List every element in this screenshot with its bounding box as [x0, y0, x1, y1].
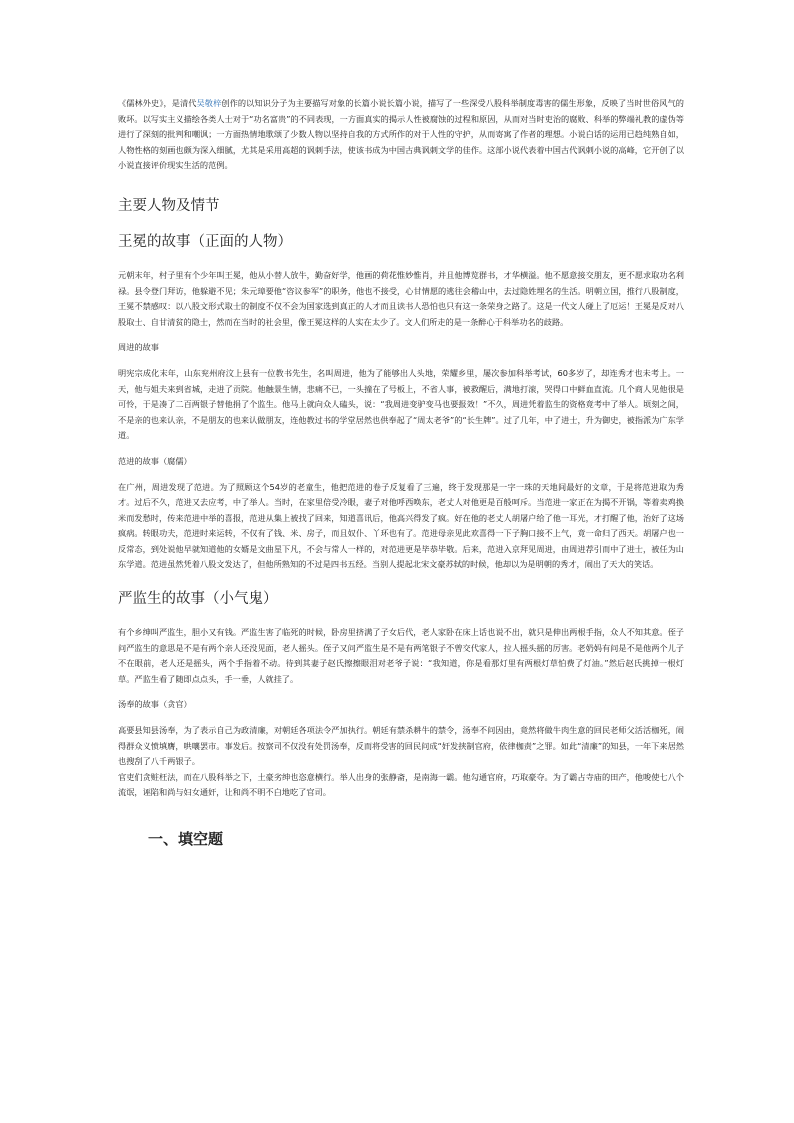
document-page [118, 96, 684, 849]
tangfeng-paragraph-1: 高要县知县汤奉，为了表示自己为政清廉，对朝廷各项法令严加执行。朝廷有禁杀耕牛的禁令，汤奉不问因由，竟然将做牛肉生意的回民老师父活活枷死，闹得群众义愤填膺，哄嚷罢市。事发后。按察司不仅没有处罚汤奉，反而将受害的回民问成“奸发挟制官府，依律枷责”之罪。如此“清廉”的知县，一年下来居然也搜刮了八千两银子。 [118, 725, 684, 767]
intro-pre-link: ，是清代 [163, 98, 197, 108]
fanjin-paragraph: 在广州，周进发现了范进。为了照顾这个54岁的老童生，他把范进的卷子反复看了三遍，终于发现那是一字一珠的天地间最好的文章，于是将范进取为秀才。过后不久，范进又去应考，中了举人。当时，在家里倍受冷眼，妻子对他呼西唤东，老丈人对他更是百般呵斥。当范进一家正在为揭不开锅，等着卖鸡换米而发愁时，传来范进中举的喜报，范进从集上被找了回来，知道喜讯后，他高兴得发了疯。好在他的老丈人胡屠户给了他一耳光，才打醒了他，治好了这场疯病。转眼功夫，范进时来运转，不仅有了钱、米、房子，而且奴仆、丫环也有了。范进母亲见此欢喜得一下子胸口接不上气，竟一命归了西天。胡屠户也一反常态，到处说他早就知道他的女婿是文曲星下凡，不会与常人一样的，对范进更是毕恭毕敬。后来，范进入京拜见周进，由周进荐引而中了进士，被任为山东学道。范进虽然凭着八股文发达了，但他所熟知的不过是四书五经。当别人提起北宋文豪苏轼的时候，他却以为是明朝的秀才，闹出了天大的笑话。 [118, 481, 684, 570]
intro-post-link: 创作的以知识分子为主要描写对象的长篇小说长篇小说，描写了一些深受八股科举制度毒害的儒生形象，反映了当时世俗风气的败坏。以写实主义描绘各类人士对于“功名富贵”的不同表现，一方面真实的揭示人性被腐蚀的过程和原因，从而对当时吏治的腐败、科举的弊端礼教的虚伪等进行了深刻的批判和嘲讽；一方面热情地歌颂了少数人物以坚持自我的方式所作的对于人性的守护，从而寄寓了作者的理想。小说白话的运用已趋纯熟自如，人物性格的刻画也颇为深入细腻，尤其是采用高超的讽刺手法，使该书成为中国古典讽刺文学的佳作。这部小说代表着中国古代讽刺小说的高峰，它开创了以小说直接评价现实生活的范例。 [118, 98, 684, 171]
intro-title-quote: 《儒林外史》 [118, 98, 164, 108]
tangfeng-paragraph-2: 官吏们贪赃枉法，而在八股科举之下，土豪劣绅也恣意横行。举人出身的张静斋，是南海一霸。他勾通官府，巧取豪夺。为了霸占寺庙的田产，他唆使七八个流氓，诬陷和尚与妇女通奸，让和尚不明不白地吃了官司。 [118, 771, 684, 798]
intro-paragraph [118, 96, 684, 174]
wangmian-heading: 王冕的故事（正面的人物） [118, 233, 292, 250]
wangmian-paragraph: 元朝末年，村子里有个少年叫王冕，他从小替人放牛，勤奋好学，他画的荷花惟妙惟肖，并且他博览群书，才华横溢。他不愿意接交朋友，更不愿求取功名利禄。县令登门拜访，他躲避不见；朱元璋要他“咨议参军”的职务，他也不接受，心甘情愿的逃往会稽山中，去过隐姓埋名的生活。明朝立国，推行八股制度，王冕不禁感叹：以八股文形式取士的制度不仅不会为国家选到真正的人才而且读书人恐怕也只有这一条荣身之路了。这是一代文人碰上了厄运！王冕是反对八股取士、自甘清贫的隐士，然而在当时的社会里，像王冕这样的人实在太少了。文人们所走的是一条醉心于科举功名的歧路。 [118, 269, 684, 327]
yanjiansheng-heading: 严监生的故事（小气鬼） [118, 591, 278, 608]
section-main-characters: 主要人物及情节 [118, 197, 220, 214]
fanjin-heading: 范进的故事（腐儒） [118, 455, 192, 466]
zhoujin-paragraph: 明宪宗成化末年，山东兖州府汶上县有一位教书先生，名叫周进，他为了能够出人头地，荣耀乡里，屡次参加科举考试，60多岁了，却连秀才也未考上。一天，他与姐夫来到省城，走进了贡院。他触景生情，悲痛不已，一头撞在了号板上，不省人事，被救醒后，满地打滚，哭得口中鲜血直流。几个商人见他很是可怜，于是凑了二百两银子替他捐了个监生。他马上就向众人磕头，说：“我周进变驴变马也要报效！”不久，周进凭着监生的资格竟考中了举人。顷刻之间，不是亲的也来认亲，不是朋友的也来认做朋友，连他教过书的学堂居然也供奉起了“周太老爷”的“长生牌”。过了几年，中了进士，升为御史，被指派为广东学道。 [118, 367, 684, 441]
exercise-heading: 一、填空题 [148, 830, 224, 848]
author-link[interactable]: 吴敬梓 [196, 98, 222, 108]
zhoujin-heading: 周进的故事 [118, 342, 159, 353]
yanjiansheng-paragraph: 有个乡绅叫严监生，胆小又有钱。严监生害了临死的时候，卧房里挤满了子女后代，老人家卧在床上话也说不出，就只是伸出两根手指，众人不知其意。侄子问严监生的意思是不是有两个亲人还没见面，老人摇头。侄子又问严监生是不是有两笔银子不曾交代家人，拉人摇头摇的厉害。老奶妈有问是不是他两个儿子不在眼前，老人还是摇头，两个手指着不动。待到其妻子赵氏擦擦眼泪对老爷子说：“我知道，你是看那灯里有两根灯草怕费了灯油。”然后赵氏挑掉一根灯草。严监生看了随即点点头，手一垂，人就挂了。 [118, 627, 684, 684]
tangfeng-heading: 汤奉的故事（贪官） [118, 699, 192, 710]
